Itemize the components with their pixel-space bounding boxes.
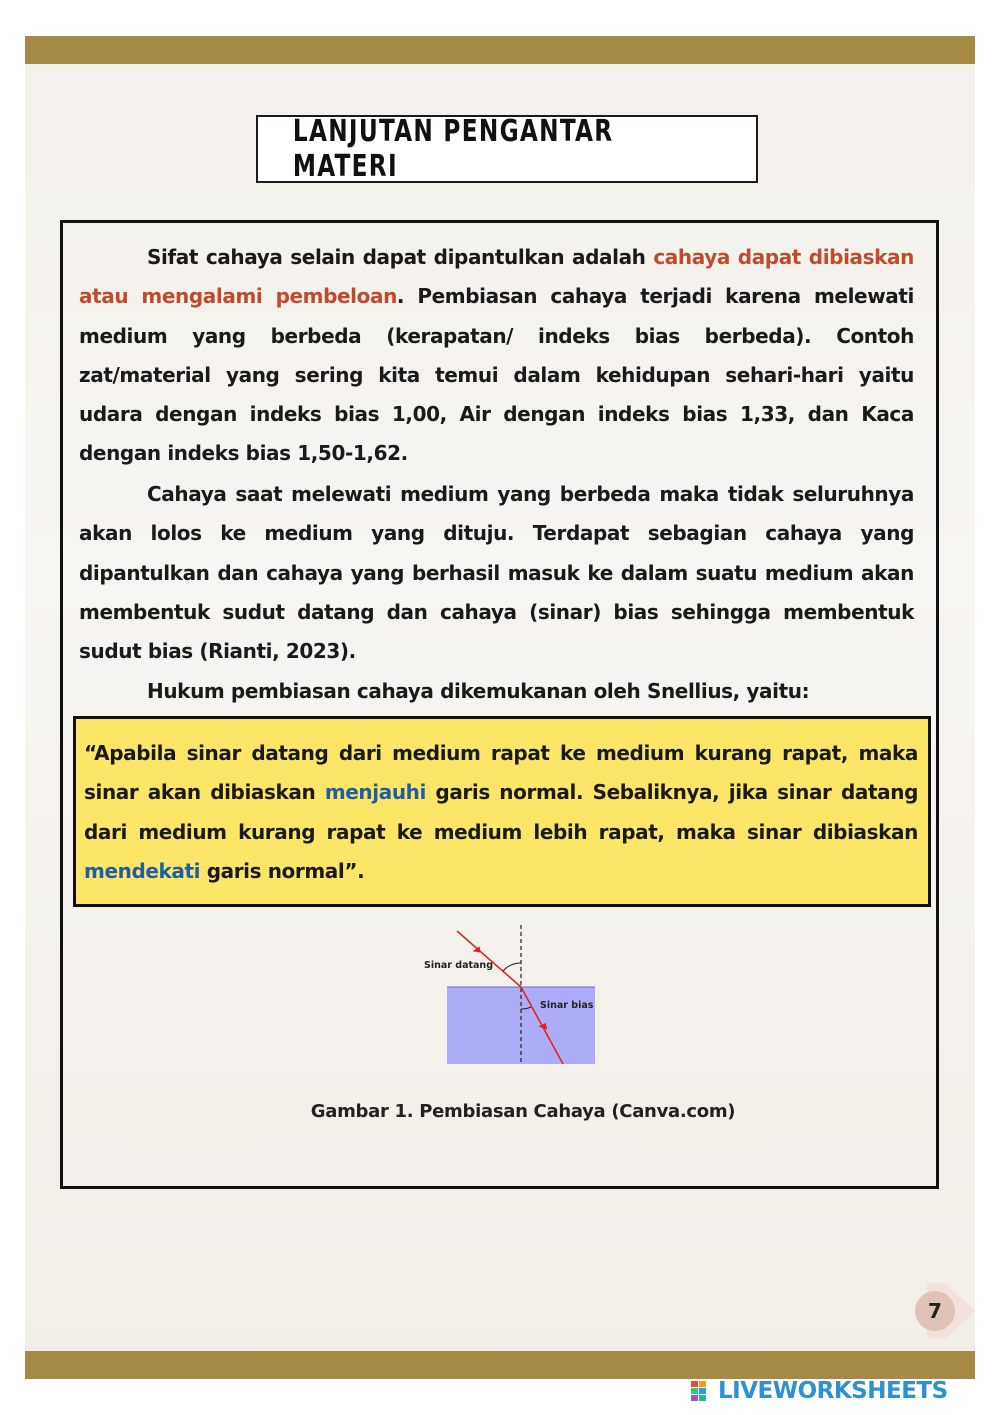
quote-highlight-menjauhi: menjauhi [324,780,426,805]
quote-part1: “Apabila sinar datang dari medium rapat ke medium kurang rapat, maka sinar akan dibiaskan [84,741,918,805]
snellius-law-quote-box [73,716,931,907]
paragraph1-rest: . Pembiasan cahaya terjadi karena melewati medium yang berbeda (kerapatan/ indeks bias berbeda). Contoh zat/material yang sering kita temui dalam kehidupan sehari-hari yaitu udara dengan indeks bias 1,00, Air dengan indeks bias 1,33, dan Kaca dengan indeks bias 1,50-1,62. [79,284,914,466]
snellius-law-quote [84,734,918,891]
liveworksheets-logo[interactable] [690,1376,990,1406]
page-title-box [256,115,758,183]
refraction-diagram [424,925,633,1075]
incidence-angle-arc [503,963,521,971]
top-decorative-band [25,36,975,64]
paragraph1-highlight: cahaya dapat dibiaskan atau mengalami pembeloan [79,245,914,309]
paragraph-refraction-angles [79,475,914,671]
quote-highlight-mendekati: mendekati [84,858,201,883]
quote-part2: garis normal. Sebaliknya, jika sinar datang dari medium kurang rapat ke medium lebih rapat, maka sinar dibiaskan [84,780,918,844]
liveworksheets-logo-icon [690,1380,716,1402]
worksheet-page [25,36,975,1379]
refracted-ray-label: Sinar bias [540,1000,594,1011]
content-box [60,220,939,1189]
paragraph2-text: Cahaya saat melewati medium yang berbeda maka tidak seluruhnya akan lolos ke medium yang dituju. Terdapat sebagian cahaya yang dipantulkan dan cahaya yang berhasil masuk ke dalam suatu medium akan membentuk sudut datang dan cahaya (sinar) bias sehingga membentuk sudut bias (Rianti, 2023). [79,482,914,664]
quote-part3: garis normal”. [200,858,365,883]
figure-caption: Gambar 1. Pembiasan Cahaya (Canva.com) [310,1101,736,1122]
liveworksheets-logo-text: LIVEWORKSHEETS [718,1378,948,1404]
page-title: LANJUTAN PENGANTAR MATERI [292,114,614,184]
page-number: 7 [928,1299,942,1323]
incident-ray [457,931,521,987]
incident-ray-label: Sinar datang [424,960,493,971]
paragraph-refraction-intro [79,238,914,474]
paragraph3-text: Hukum pembiasan cahaya dikemukanan oleh Snellius, yaitu: [147,679,810,703]
paragraph-snellius-intro [79,672,914,711]
paragraph1-lead: Sifat cahaya selain dapat dipantulkan adalah [147,245,654,269]
bottom-decorative-band [25,1351,975,1379]
